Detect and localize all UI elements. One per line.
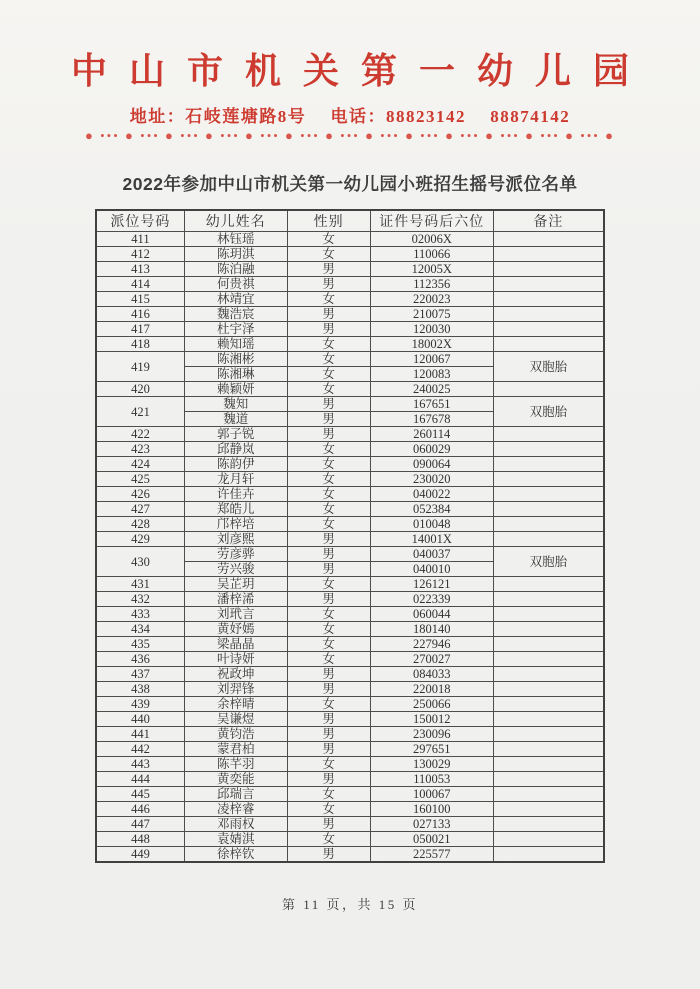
cell-id: 040037: [370, 547, 493, 562]
cell-name: 邱瑞言: [184, 787, 287, 802]
table-row: [96, 487, 604, 502]
cell-number: 419: [96, 352, 184, 382]
page-number: 第 11 页，共 15 页: [281, 896, 419, 912]
cell-note: [493, 322, 604, 337]
table-row: [96, 337, 604, 352]
cell-name: 黄钧浩: [184, 727, 287, 742]
cell-id: 090064: [370, 457, 493, 472]
table-row: [96, 232, 604, 247]
cell-id: 167651: [370, 397, 493, 412]
col-header-note: 备注: [493, 210, 604, 232]
table-row: [96, 262, 604, 277]
table-row: [96, 517, 604, 532]
cell-note: [493, 487, 604, 502]
cell-note: [493, 457, 604, 472]
cell-gender: 女: [287, 442, 370, 457]
cell-note: [493, 787, 604, 802]
cell-number: 445: [96, 787, 184, 802]
cell-note: [493, 442, 604, 457]
col-header-id-suffix: 证件号码后六位: [370, 210, 493, 232]
cell-id: 230096: [370, 727, 493, 742]
table-row: [96, 352, 604, 367]
cell-name: 袁婧淇: [184, 832, 287, 847]
cell-number: 440: [96, 712, 184, 727]
table-row: [96, 712, 604, 727]
cell-gender: 女: [287, 757, 370, 772]
table-row: [96, 547, 604, 562]
table-row: [96, 772, 604, 787]
cell-number: 449: [96, 847, 184, 862]
cell-number: 446: [96, 802, 184, 817]
cell-id: 050021: [370, 832, 493, 847]
cell-name: 叶诗妍: [184, 652, 287, 667]
cell-name: 陈玥淇: [184, 247, 287, 262]
cell-note: [493, 277, 604, 292]
table-row: [96, 682, 604, 697]
cell-note: [493, 757, 604, 772]
cell-note: [493, 772, 604, 787]
cell-note: [493, 637, 604, 652]
cell-gender: 女: [287, 337, 370, 352]
table-row: [96, 382, 604, 397]
table-row: [96, 697, 604, 712]
cell-number: 448: [96, 832, 184, 847]
cell-name: 魏知: [184, 397, 287, 412]
cell-note: [493, 427, 604, 442]
cell-gender: 女: [287, 352, 370, 367]
cell-note: [493, 472, 604, 487]
cell-gender: 女: [287, 247, 370, 262]
cell-note: [493, 577, 604, 592]
cell-name: 劳彦骅: [184, 547, 287, 562]
cell-number: 424: [96, 457, 184, 472]
cell-number: 431: [96, 577, 184, 592]
cell-id: 230020: [370, 472, 493, 487]
table-row: [96, 757, 604, 772]
page-title: 2022年参加中山市机关第一幼儿园小班招生摇号派位名单: [122, 174, 578, 195]
cell-gender: 男: [287, 667, 370, 682]
cell-id: 180140: [370, 622, 493, 637]
cell-name: 林钰瑶: [184, 232, 287, 247]
cell-note: [493, 847, 604, 862]
org-contact-line: 地址：石岐莲塘路8号 电话：88823142 88874142: [129, 107, 571, 127]
cell-name: 余梓晴: [184, 697, 287, 712]
col-header-gender: 性别: [287, 210, 370, 232]
cell-id: 010048: [370, 517, 493, 532]
cell-note: 双胞胎: [493, 352, 604, 382]
cell-gender: 女: [287, 607, 370, 622]
cell-number: 411: [96, 232, 184, 247]
cell-name: 陈湘彬: [184, 352, 287, 367]
cell-id: 084033: [370, 667, 493, 682]
cell-note: [493, 712, 604, 727]
roster-table: [95, 209, 605, 863]
cell-number: 415: [96, 292, 184, 307]
cell-number: 418: [96, 337, 184, 352]
dotted-divider: ● ••• ● ••• ● ••• ● ••• ● ••• ● ••• ● ••• ● ••• ● ••• ● ••• ● ••• ● ••• ● ••• ●: [85, 128, 615, 144]
cell-note: [493, 667, 604, 682]
cell-id: 022339: [370, 592, 493, 607]
cell-gender: 男: [287, 262, 370, 277]
table-row: [96, 667, 604, 682]
cell-number: 442: [96, 742, 184, 757]
cell-name: 杜宇泽: [184, 322, 287, 337]
cell-name: 陈湘琳: [184, 367, 287, 382]
cell-name: 刘彦熙: [184, 532, 287, 547]
cell-name: 刘玳言: [184, 607, 287, 622]
cell-gender: 男: [287, 562, 370, 577]
cell-gender: 男: [287, 817, 370, 832]
cell-id: 120083: [370, 367, 493, 382]
table-row: [96, 607, 604, 622]
cell-number: 433: [96, 607, 184, 622]
cell-number: 421: [96, 397, 184, 427]
cell-id: 210075: [370, 307, 493, 322]
table-row: [96, 397, 604, 412]
cell-number: 434: [96, 622, 184, 637]
cell-id: 040010: [370, 562, 493, 577]
cell-id: 270027: [370, 652, 493, 667]
cell-id: 040022: [370, 487, 493, 502]
table-row: [96, 847, 604, 862]
cell-note: [493, 307, 604, 322]
cell-gender: 男: [287, 412, 370, 427]
cell-name: 林靖宜: [184, 292, 287, 307]
cell-gender: 女: [287, 487, 370, 502]
cell-name: 蒙君柏: [184, 742, 287, 757]
cell-id: 160100: [370, 802, 493, 817]
table-row: [96, 637, 604, 652]
cell-name: 邓雨权: [184, 817, 287, 832]
cell-gender: 女: [287, 367, 370, 382]
cell-gender: 女: [287, 472, 370, 487]
cell-gender: 女: [287, 622, 370, 637]
cell-id: 112356: [370, 277, 493, 292]
table-row: [96, 787, 604, 802]
cell-name: 劳兴骏: [184, 562, 287, 577]
table-row: [96, 442, 604, 457]
cell-number: 414: [96, 277, 184, 292]
cell-gender: 女: [287, 802, 370, 817]
cell-gender: 女: [287, 652, 370, 667]
table-row: [96, 457, 604, 472]
cell-note: [493, 517, 604, 532]
cell-id: 220023: [370, 292, 493, 307]
cell-name: 徐梓钦: [184, 847, 287, 862]
cell-number: 444: [96, 772, 184, 787]
cell-gender: 男: [287, 592, 370, 607]
cell-gender: 女: [287, 577, 370, 592]
cell-note: [493, 337, 604, 352]
cell-gender: 女: [287, 382, 370, 397]
table-row: [96, 652, 604, 667]
cell-note: [493, 592, 604, 607]
cell-id: 225577: [370, 847, 493, 862]
cell-note: [493, 292, 604, 307]
cell-id: 240025: [370, 382, 493, 397]
cell-id: 060044: [370, 607, 493, 622]
cell-gender: 男: [287, 847, 370, 862]
table-row: [96, 622, 604, 637]
table-row: [96, 802, 604, 817]
cell-name: 黄妤嫣: [184, 622, 287, 637]
cell-note: 双胞胎: [493, 397, 604, 427]
cell-number: 417: [96, 322, 184, 337]
cell-id: 227946: [370, 637, 493, 652]
cell-id: 220018: [370, 682, 493, 697]
cell-name: 祝政坤: [184, 667, 287, 682]
cell-number: 416: [96, 307, 184, 322]
table-row: [96, 277, 604, 292]
cell-id: 14001X: [370, 532, 493, 547]
cell-gender: 男: [287, 547, 370, 562]
table-row: [96, 532, 604, 547]
cell-number: 423: [96, 442, 184, 457]
cell-name: 潘梓浠: [184, 592, 287, 607]
cell-name: 陈韵伊: [184, 457, 287, 472]
cell-note: [493, 742, 604, 757]
cell-number: 439: [96, 697, 184, 712]
cell-id: 12005X: [370, 262, 493, 277]
cell-id: 02006X: [370, 232, 493, 247]
col-header-name: 幼儿姓名: [184, 210, 287, 232]
cell-note: [493, 697, 604, 712]
table-row: [96, 502, 604, 517]
cell-id: 130029: [370, 757, 493, 772]
cell-number: 426: [96, 487, 184, 502]
cell-name: 魏道: [184, 412, 287, 427]
cell-number: 447: [96, 817, 184, 832]
cell-gender: 男: [287, 682, 370, 697]
cell-id: 060029: [370, 442, 493, 457]
cell-note: [493, 727, 604, 742]
cell-gender: 女: [287, 637, 370, 652]
cell-id: 126121: [370, 577, 493, 592]
cell-name: 邝梓培: [184, 517, 287, 532]
cell-name: 赖知瑶: [184, 337, 287, 352]
cell-note: [493, 832, 604, 847]
cell-id: 297651: [370, 742, 493, 757]
table-row: [96, 592, 604, 607]
cell-id: 027133: [370, 817, 493, 832]
cell-id: 150012: [370, 712, 493, 727]
cell-note: [493, 817, 604, 832]
table-row: [96, 742, 604, 757]
cell-number: 437: [96, 667, 184, 682]
cell-id: 052384: [370, 502, 493, 517]
cell-number: 427: [96, 502, 184, 517]
cell-name: 赖颖妍: [184, 382, 287, 397]
cell-name: 郭子锐: [184, 427, 287, 442]
col-header-number: 派位号码: [96, 210, 184, 232]
cell-gender: 女: [287, 787, 370, 802]
cell-note: [493, 232, 604, 247]
org-name-title: 中山市机关第一幼儿园: [70, 51, 651, 91]
cell-number: 436: [96, 652, 184, 667]
cell-number: 420: [96, 382, 184, 397]
cell-number: 432: [96, 592, 184, 607]
cell-name: 凌梓睿: [184, 802, 287, 817]
cell-name: 龙月轩: [184, 472, 287, 487]
cell-number: 435: [96, 637, 184, 652]
table-row: [96, 577, 604, 592]
table-row: [96, 832, 604, 847]
cell-note: [493, 802, 604, 817]
cell-id: 110053: [370, 772, 493, 787]
cell-id: 100067: [370, 787, 493, 802]
header-row: [96, 210, 604, 232]
cell-number: 443: [96, 757, 184, 772]
cell-gender: 男: [287, 772, 370, 787]
cell-note: [493, 652, 604, 667]
cell-number: 413: [96, 262, 184, 277]
table-row: [96, 727, 604, 742]
cell-id: 120030: [370, 322, 493, 337]
cell-gender: 女: [287, 232, 370, 247]
cell-id: 250066: [370, 697, 493, 712]
cell-number: 430: [96, 547, 184, 577]
cell-number: 412: [96, 247, 184, 262]
cell-gender: 女: [287, 292, 370, 307]
cell-name: 吴芷玥: [184, 577, 287, 592]
cell-name: 陈芊羽: [184, 757, 287, 772]
table-row: [96, 427, 604, 442]
cell-note: [493, 382, 604, 397]
table-row: [96, 472, 604, 487]
cell-gender: 男: [287, 277, 370, 292]
roster-table-body: [96, 232, 604, 862]
cell-gender: 女: [287, 697, 370, 712]
cell-gender: 男: [287, 532, 370, 547]
cell-gender: 男: [287, 427, 370, 442]
cell-id: 167678: [370, 412, 493, 427]
table-row: [96, 817, 604, 832]
roster-table-head: [96, 210, 604, 232]
cell-number: 422: [96, 427, 184, 442]
cell-gender: 男: [287, 712, 370, 727]
cell-note: [493, 262, 604, 277]
cell-note: [493, 682, 604, 697]
cell-gender: 女: [287, 832, 370, 847]
cell-name: 梁晶晶: [184, 637, 287, 652]
cell-gender: 男: [287, 727, 370, 742]
cell-number: 438: [96, 682, 184, 697]
cell-name: 郑皓儿: [184, 502, 287, 517]
cell-name: 吴谦煜: [184, 712, 287, 727]
cell-id: 110066: [370, 247, 493, 262]
cell-name: 黄奕能: [184, 772, 287, 787]
cell-id: 18002X: [370, 337, 493, 352]
cell-note: [493, 502, 604, 517]
cell-number: 429: [96, 532, 184, 547]
cell-gender: 男: [287, 307, 370, 322]
table-row: [96, 247, 604, 262]
cell-number: 441: [96, 727, 184, 742]
cell-gender: 男: [287, 397, 370, 412]
table-row: [96, 292, 604, 307]
cell-id: 260114: [370, 427, 493, 442]
cell-gender: 女: [287, 502, 370, 517]
cell-name: 许佳卉: [184, 487, 287, 502]
cell-gender: 女: [287, 517, 370, 532]
cell-note: [493, 532, 604, 547]
cell-note: 双胞胎: [493, 547, 604, 577]
cell-note: [493, 607, 604, 622]
cell-gender: 男: [287, 742, 370, 757]
cell-name: 陈泊融: [184, 262, 287, 277]
cell-number: 425: [96, 472, 184, 487]
cell-id: 120067: [370, 352, 493, 367]
cell-note: [493, 622, 604, 637]
cell-name: 何贵祺: [184, 277, 287, 292]
cell-name: 刘羿锋: [184, 682, 287, 697]
cell-gender: 男: [287, 322, 370, 337]
cell-number: 428: [96, 517, 184, 532]
cell-name: 邱静岚: [184, 442, 287, 457]
table-row: [96, 307, 604, 322]
cell-note: [493, 247, 604, 262]
cell-name: 魏浩宸: [184, 307, 287, 322]
table-row: [96, 322, 604, 337]
cell-gender: 女: [287, 457, 370, 472]
